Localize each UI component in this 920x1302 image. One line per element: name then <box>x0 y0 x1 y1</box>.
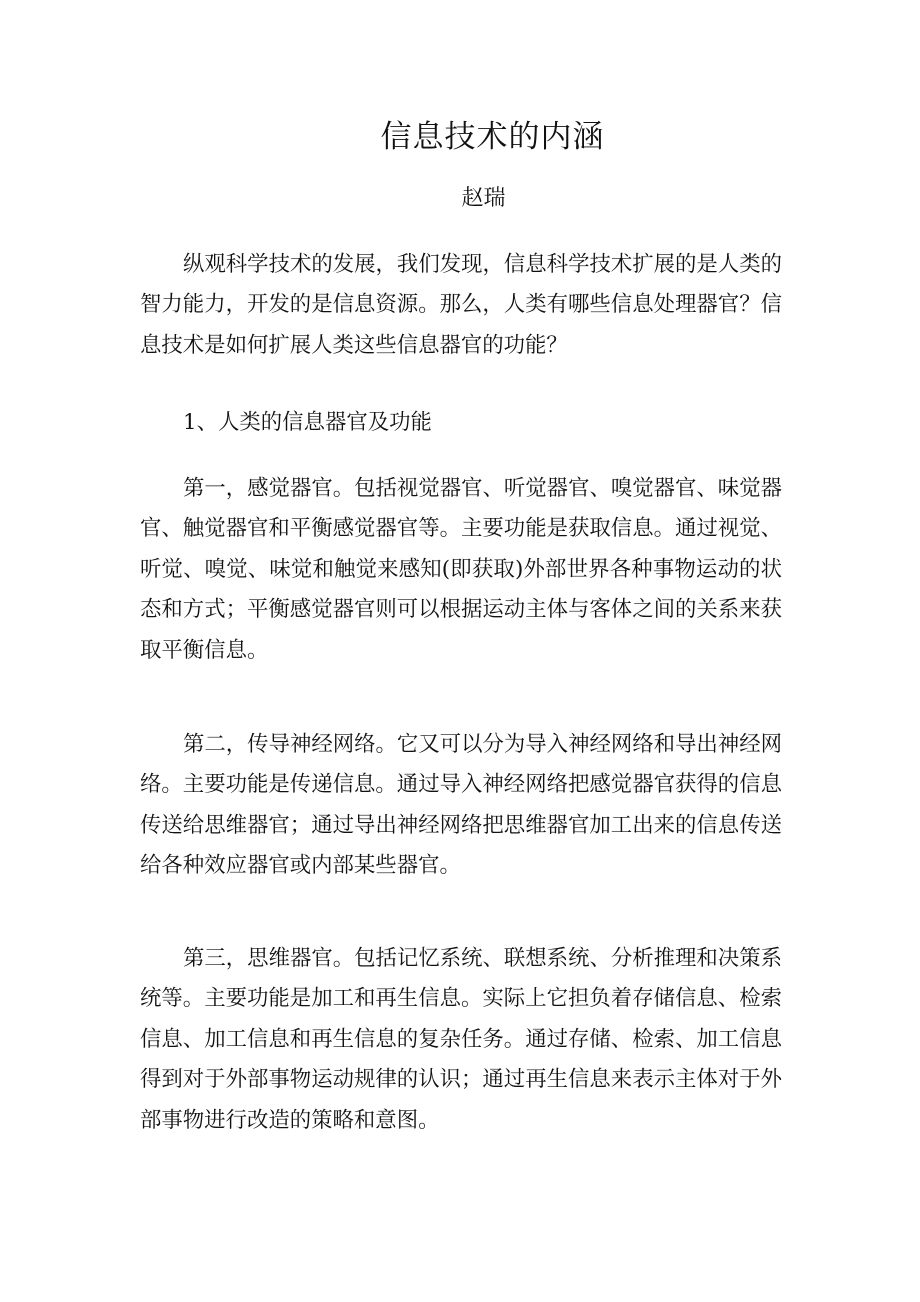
paragraph-sensory-organs: 第一，感觉器官。包括视觉器官、听觉器官、嗅觉器官、味觉器官、触觉器官和平衡感觉器官等。主要功能是获取信息。通过视觉、听觉、嗅觉、味觉和触觉来感知(即获取)外部世界各种事物运动的状态和方式；平衡感觉器官则可以根据运动主体与客体之间的关系来获取平衡信息。 <box>140 476 782 663</box>
paragraph-thinking-organs: 第三，思维器官。包括记忆系统、联想系统、分析推理和决策系统等。主要功能是加工和再生信息。实际上它担负着存储信息、检索信息、加工信息和再生信息的复杂任务。通过存储、检索、加工信息得到对于外部事物运动规律的认识；通过再生信息来表示主体对于外部事物进行改造的策略和意图。 <box>140 946 782 1133</box>
paragraph-neural-network: 第二，传导神经网络。它又可以分为导入神经网络和导出神经网络。主要功能是传递信息。通过导入神经网络把感觉器官获得的信息传送给思维器官；通过导出神经网络把思维器官加工出来的信息传送给各种效应器官或内部某些器官。 <box>140 732 782 879</box>
author-name: 赵瑞 <box>461 186 506 211</box>
document-title: 信息技术的内涵 <box>380 119 605 155</box>
intro-paragraph: 纵观科学技术的发展，我们发现，信息科学技术扩展的是人类的智力能力，开发的是信息资源。那么，人类有哪些信息处理器官？信息技术是如何扩展人类这些信息器官的功能？ <box>140 252 782 358</box>
section-heading: 1、人类的信息器官及功能 <box>183 410 432 435</box>
